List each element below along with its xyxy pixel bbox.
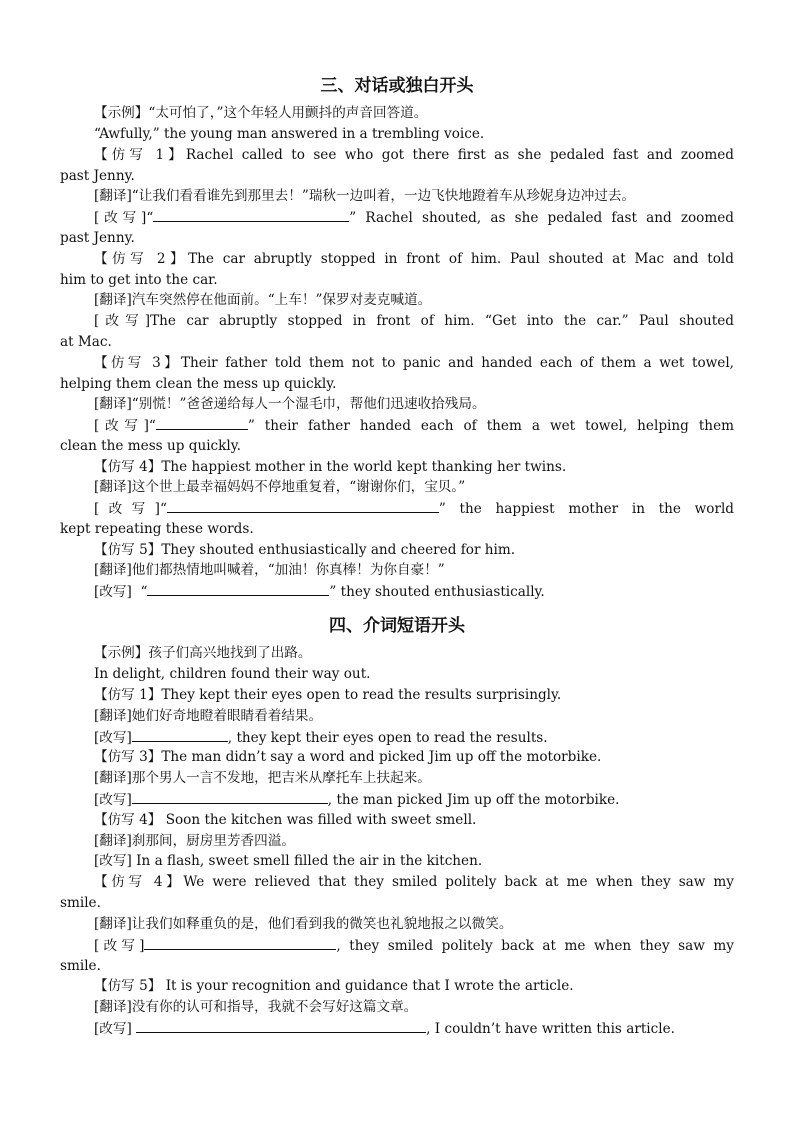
s4-item4-text: 【仿写 4】 Soon the kitchen was filled with sweet smell.: [94, 812, 477, 828]
answer-blank[interactable]: [132, 789, 328, 804]
s4-item4-rewrite: [改写] In a flash, sweet smell filled the air in the kitchen.: [94, 853, 483, 869]
s3-item1-translation: [翻译]“让我们看看谁先到那里去！”瑞秋一边叫着，一边飞快地蹬着车从珍妮身边冲过去。: [94, 188, 636, 204]
s3-item2-translation: [翻译]汽车突然停在他面前。“上车！”保罗对麦克喊道。: [94, 292, 432, 308]
s3-item1-rewrite: [改写]“ ” Rachel shouted, as she pedaled fast and zoomed: [60, 207, 734, 228]
section4-example-en: In delight, children found their way out.: [94, 666, 371, 682]
s3-item3-rewrite: [改写]“ ” their father handed each of them a wet towel, helping them: [60, 415, 734, 436]
s4-item4b-rewrite-cont: smile.: [60, 958, 101, 974]
s3-item5-text: 【仿写 5】They shouted enthusiastically and cheered for him.: [94, 542, 516, 558]
answer-blank[interactable]: [136, 1018, 426, 1033]
s4-item3-translation: [翻译]那个男人一言不发地，把吉米从摩托车上扶起来。: [94, 770, 431, 786]
s4-item4b-text: 【仿写 4】We were relieved that they smiled politely back at me when they saw my: [94, 874, 734, 890]
s4-item5-text: 【仿写 5】 It is your recognition and guidance that I wrote the article.: [94, 978, 574, 994]
answer-blank[interactable]: [167, 498, 439, 513]
section4-example-zh: 【示例】孩子们高兴地找到了出路。: [94, 645, 312, 661]
answer-blank[interactable]: [144, 935, 336, 950]
answer-blank[interactable]: [132, 727, 228, 742]
s4-item3-text: 【仿写 3】The man didn’t say a word and picked Jim up off the motorbike.: [94, 749, 602, 765]
s4-item5-translation: [翻译]没有你的认可和指导，我就不会写好这篇文章。: [94, 999, 418, 1015]
s3-item3-text-cont: helping them clean the mess up quickly.: [60, 376, 337, 392]
s4-item4b-translation: [翻译]让我们如释重负的是，他们看到我的微笑也礼貌地报之以微笑。: [94, 916, 513, 932]
s3-item2-rewrite: [改写]The car abruptly stopped in front of him. “Get into the car.” Paul shouted: [94, 313, 734, 329]
section3-example-zh: 【示例】“太可怕了，”这个年轻人用颤抖的声音回答道。: [94, 105, 428, 121]
answer-blank[interactable]: [153, 207, 349, 222]
section3-example-en: “Awfully,” the young man answered in a trembling voice.: [94, 126, 485, 142]
s3-item4-text: 【仿写 4】The happiest mother in the world kept thanking her twins.: [94, 459, 567, 475]
section3-title: 三、对话或独白开头: [320, 76, 474, 96]
s4-item1-text: 【仿写 1】They kept their eyes open to read the results surprisingly.: [94, 687, 562, 703]
s3-item2-text: 【仿写 2】The car abruptly stopped in front of him. Paul shouted at Mac and told: [94, 251, 734, 267]
s3-item4-translation: [翻译]这个世上最幸福妈妈不停地重复着，“谢谢你们，宝贝。”: [94, 479, 466, 495]
s3-item2-text-cont: him to get into the car.: [60, 272, 218, 288]
s4-item3-rewrite: [改写] , the man picked Jim up off the motorbike.: [94, 789, 619, 810]
s4-item4b-rewrite: [改写] , they smiled politely back at me when they saw my: [60, 935, 734, 956]
section4-title: 四、介词短语开头: [329, 616, 465, 636]
s3-item3-translation: [翻译]“别慌！”爸爸递给每人一个湿毛巾，帮他们迅速收拾残局。: [94, 396, 486, 412]
s3-item5-translation: [翻译]他们都热情地叫喊着，“加油！你真棒！为你自豪！”: [94, 562, 445, 578]
s4-item1-rewrite: [改写] , they kept their eyes open to read the results.: [94, 727, 548, 748]
s4-item5-rewrite: [改写] , I couldn’t have written this article.: [94, 1018, 675, 1039]
s4-item1-translation: [翻译]她们好奇地瞪着眼睛看着结果。: [94, 708, 323, 724]
answer-blank[interactable]: [156, 415, 248, 430]
s4-item4b-text-cont: smile.: [60, 895, 101, 911]
s3-item4-rewrite: [改写]“ ” the happiest mother in the world: [60, 498, 734, 519]
s3-item2-rewrite-cont: at Mac.: [60, 334, 112, 350]
s3-item3-text: 【仿写 3】Their father told them not to panic and handed each of them a wet towel,: [94, 355, 734, 371]
answer-blank[interactable]: [147, 581, 329, 596]
s3-item1-text: 【仿写 1】Rachel called to see who got there first as she pedaled fast and zoomed: [94, 147, 734, 163]
s4-item4-translation: [翻译]刹那间，厨房里芳香四溢。: [94, 833, 295, 849]
s3-item5-rewrite: [改写] “ ” they shouted enthusiastically.: [94, 581, 545, 602]
s3-item4-rewrite-cont: kept repeating these words.: [60, 521, 254, 537]
s3-item3-rewrite-cont: clean the mess up quickly.: [60, 438, 241, 454]
s3-item1-rewrite-cont: past Jenny.: [60, 230, 135, 246]
s3-item1-text-cont: past Jenny.: [60, 168, 135, 184]
